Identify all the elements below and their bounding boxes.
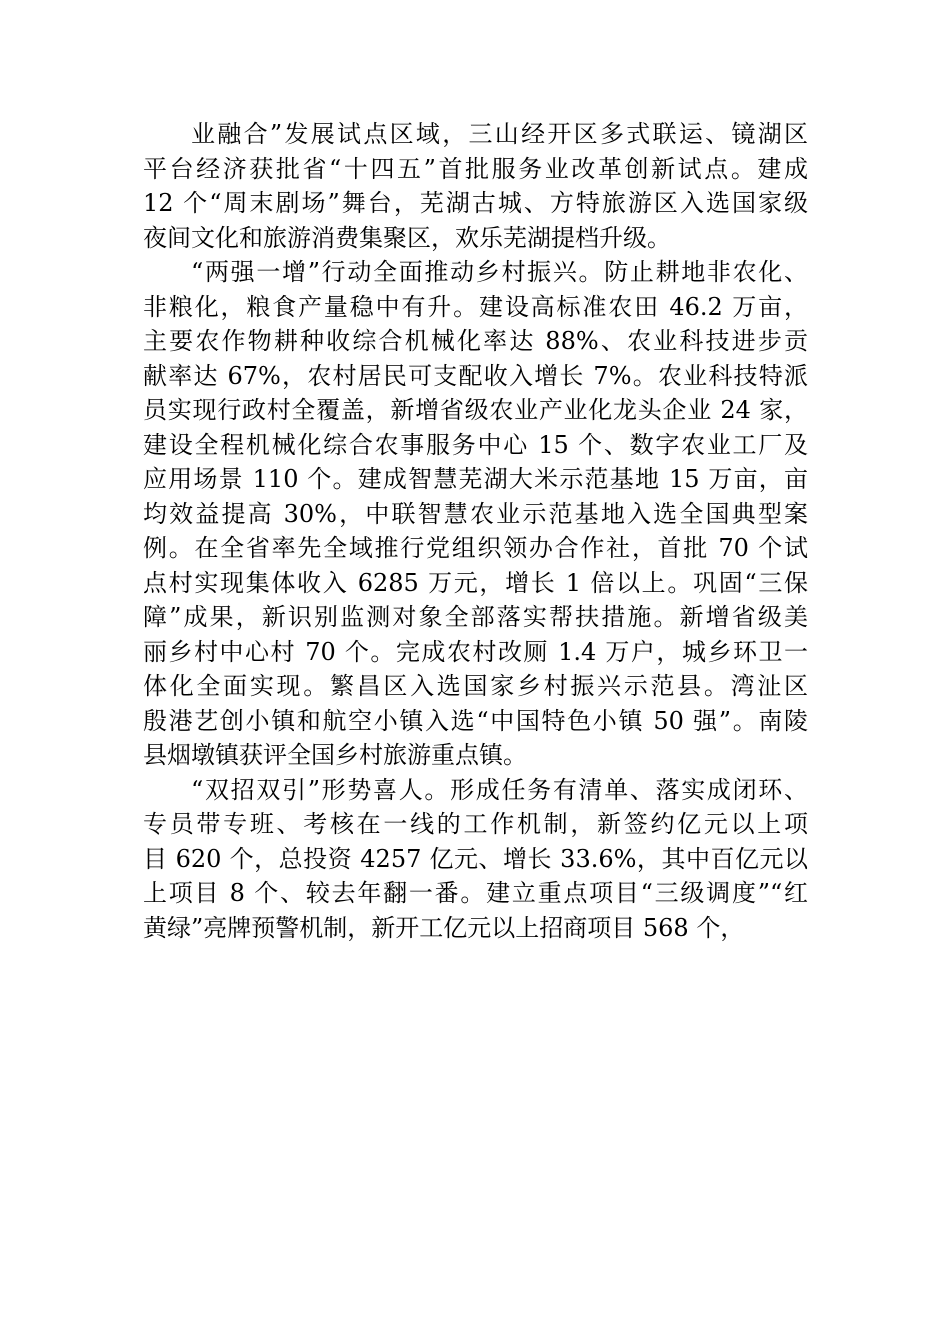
text-line: 障”成果，新识别监测对象全部落实帮扶措施。新增省级美: [143, 603, 808, 631]
text-line: 例。在全省率先全域推行党组织领办合作社，首批 70 个试: [143, 534, 808, 562]
text-line: 黄绿”亮牌预警机制，新开工亿元以上招商项目 568 个，: [143, 913, 745, 942]
body-text: [143, 117, 808, 945]
text-line: 12 个“周末剧场”舞台，芜湖古城、方特旅游区入选国家级: [143, 189, 808, 217]
text-line: 均效益提高 30%，中联智慧农业示范基地入选全国典型案: [143, 499, 808, 528]
text-line: “两强一增”行动全面推动乡村振兴。防止耕地非农化、: [191, 258, 808, 286]
text-line: 目 620 个，总投资 4257 亿元、增长 33.6%，其中百亿元以: [143, 844, 808, 873]
text-line: 建设全程机械化综合农事服务中心 15 个、数字农业工厂及: [143, 430, 808, 459]
text-line: 专员带专班、考核在一线的工作机制，新签约亿元以上项: [143, 810, 808, 838]
paragraph-1: [143, 117, 808, 255]
text-line: 体化全面实现。繁昌区入选国家乡村振兴示范县。湾沚区: [143, 672, 808, 700]
text-line: 献率达 67%，农村居民可支配收入增长 7%。农业科技特派: [143, 361, 808, 390]
text-line: 员实现行政村全覆盖，新增省级农业产业化龙头企业 24 家，: [143, 396, 808, 424]
paragraph-2: [143, 255, 808, 773]
text-line: 殷港艺创小镇和航空小镇入选“中国特色小镇 50 强”。南陵: [143, 706, 808, 735]
text-line: 平台经济获批省“十四五”首批服务业改革创新试点。建成: [143, 154, 808, 183]
text-line: 应用场景 110 个。建成智慧芜湖大米示范基地 15 万亩，亩: [143, 465, 808, 493]
paragraph-3: [143, 773, 808, 946]
text-line: 县烟墩镇获评全国乡村旅游重点镇。: [143, 741, 527, 769]
text-line: 主要农作物耕种收综合机械化率达 88%、农业科技进步贡: [143, 327, 808, 355]
text-line: 夜间文化和旅游消费集聚区，欢乐芜湖提档升级。: [143, 223, 671, 252]
text-line: 非粮化，粮食产量稳中有升。建设高标准农田 46.2 万亩，: [143, 292, 808, 321]
text-line: 上项目 8 个、较去年翻一番。建立重点项目“三级调度”“红: [143, 879, 808, 907]
text-line: 点村实现集体收入 6285 万元，增长 1 倍以上。巩固“三保: [143, 568, 808, 597]
text-line: 丽乡村中心村 70 个。完成农村改厕 1.4 万户，城乡环卫一: [143, 637, 808, 666]
text-line: 业融合”发展试点区域，三山经开区多式联运、镜湖区: [191, 120, 808, 148]
text-line: “双招双引”形势喜人。形成任务有清单、落实成闭环、: [191, 775, 808, 804]
